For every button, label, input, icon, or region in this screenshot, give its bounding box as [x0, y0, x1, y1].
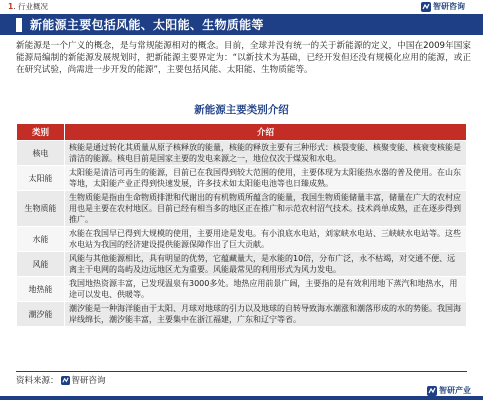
- table-row: [17, 166, 467, 191]
- source-label: 资料来源：: [16, 376, 59, 386]
- table-row: [17, 302, 467, 327]
- footer-divider: [16, 371, 467, 372]
- row-description: 水能在我国早已得到大规模的使用，主要用途是发电。有小浪底水电站，刘家峡水电站、三峡峡水电站等。这些水电站为我国的经济建设提供能源保障作出了巨大贡献。: [65, 227, 467, 252]
- brand-name: 智研咨询: [433, 2, 465, 11]
- row-description: 我国地热资源丰富，已发现温泉有3000多处。地热应用前景广阔，主要指的是有效利用地下蒸汽和地热水，用途可以发电、供暖等。: [65, 277, 467, 302]
- section-number: 1: [8, 2, 14, 11]
- row-category: 太阳能: [17, 166, 65, 191]
- brand-icon: [421, 2, 431, 12]
- row-description: 风能与其他能源相比，具有明显的优势，它蕴藏量大，是水能的10倍，分布广泛，永不枯竭，对交通不便、远离主干电网的岛屿及边远地区尤为重要。风能最常见的利用形式为风力发电。: [65, 252, 467, 277]
- table-row: [17, 141, 467, 166]
- header-description: 介绍: [65, 124, 467, 141]
- section-dot: .: [13, 2, 18, 11]
- table-row: [17, 252, 467, 277]
- section-title: 行业概况: [18, 2, 48, 11]
- source-name: 智研咨询: [71, 376, 106, 386]
- section-label: [8, 1, 48, 12]
- row-category: 风能: [17, 252, 65, 277]
- row-description: 核能是通过转化其质量从原子核释放的能量，核能的释放主要有三种形式：核裂变能、核聚变能、核衰变核能是清洁的能源。核电目前是国家主要的发电来源之一，地位仅次于煤炭和水电。: [65, 141, 467, 166]
- footer-brand-icon: [427, 386, 437, 396]
- row-category: 潮汐能: [17, 302, 65, 327]
- title-bullet-icon: [16, 18, 22, 32]
- source-logo-icon: [61, 376, 70, 385]
- row-description: 生物质能是指由生命物质排泄和代谢出的有机物质所蕴含的能量，我国生物质能储量丰富，储量在广大的农村应用也是主要在农村地区。目前已经有相当多的地区正在推广和示范农村沼气技术。技术尚单成熟，正在逐步得到推广。: [65, 191, 467, 227]
- top-bar: [0, 0, 483, 13]
- category-table: [16, 123, 467, 327]
- page-title: 新能源主要包括风能、太阳能、生物质能等: [30, 18, 264, 32]
- bottom-bar: [0, 396, 483, 400]
- table-row: [17, 191, 467, 227]
- row-description: 太阳能是清洁可再生的能源，目前已在我国得到较大范围的使用，主要体现为太阳能热水器的普及使用。在山东等地，太阳能产业正得到快速发展，许多技术如太阳能电池等也日臻成熟。: [65, 166, 467, 191]
- footer-brand: [427, 385, 471, 396]
- header-category: 类别: [17, 124, 65, 141]
- intro-paragraph: 新能源是一个广义的概念，是与常规能源相对的概念。目前，全球并没有统一的关于新能源的定义，中国在2009年国家能源局编制的新能源发展规划时，把新能源主要界定为：“以新技术为基础，已经开发但还没有规模化应用的能源，或正在研究试验，尚需进一步开发的能源”，主要包括风能、太阳能、生物质能等。: [16, 41, 471, 75]
- table-title: 新能源主要类别介绍: [194, 104, 289, 116]
- brand-logo-top: [421, 1, 465, 12]
- row-description: 潮汐能是一种海洋能由于太阳、月球对地球的引力以及地球的自转导致海水潮涨和潮落形成的水的势能。我国海岸线绵长，潮汐能丰富，主要集中在浙江福建，广东和辽宁等省。: [65, 302, 467, 327]
- row-category: 生物质能: [17, 191, 65, 227]
- source-note: [16, 374, 106, 386]
- table-header-row: [17, 124, 467, 141]
- row-category: 水能: [17, 227, 65, 252]
- row-category: 核电: [17, 141, 65, 166]
- footer-brand-name: 智研产业: [439, 386, 471, 395]
- row-category: 地热能: [17, 277, 65, 302]
- table-row: [17, 277, 467, 302]
- title-band: [0, 14, 483, 35]
- table-row: [17, 227, 467, 252]
